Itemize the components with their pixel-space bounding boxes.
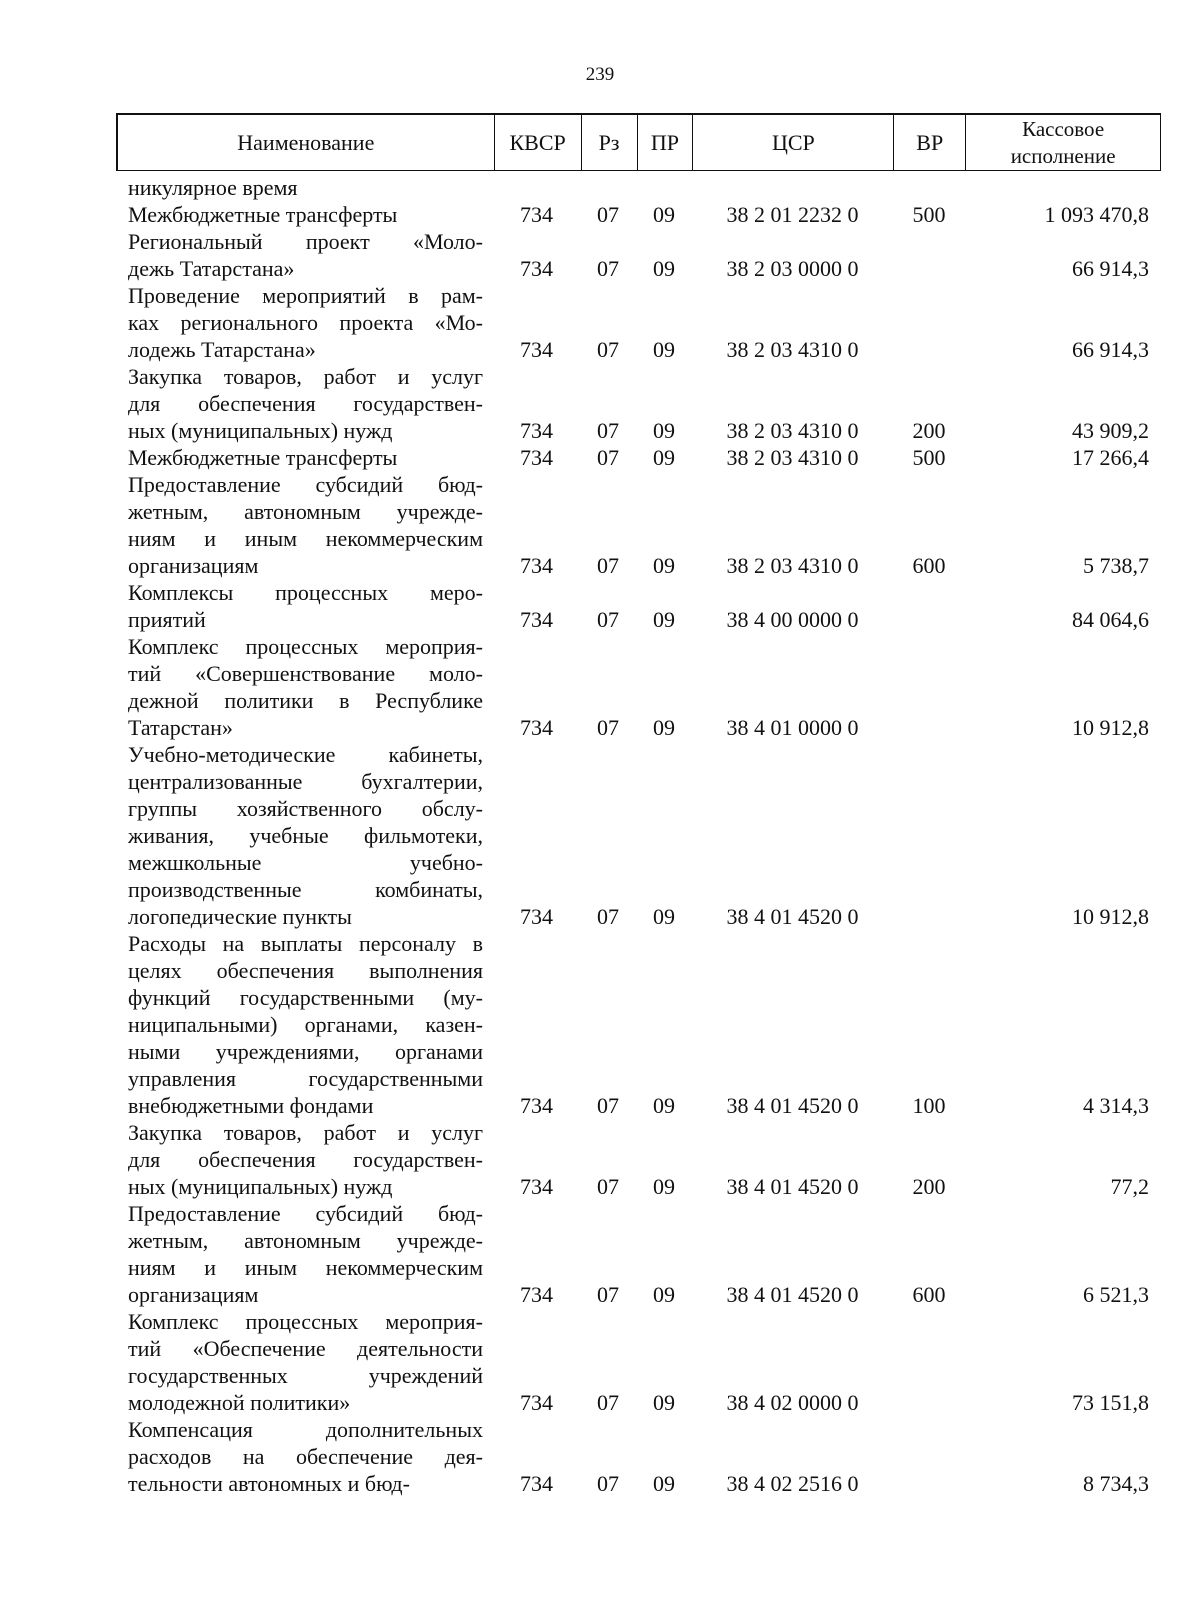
name-line: ках регионального проекта «Мо- — [128, 310, 483, 335]
cell-vr: 200 — [912, 418, 946, 443]
cell-pr: 09 — [653, 202, 675, 227]
cell-rz: 07 — [597, 445, 619, 470]
table-row — [116, 633, 1161, 741]
name-line: организациям — [128, 1282, 259, 1307]
name-line: Закупка товаров, работ и услуг — [128, 1120, 483, 1145]
name-line: управления государственными — [128, 1066, 483, 1091]
name-line: ных (муниципальных) нужд — [128, 1174, 393, 1199]
column-header-csr: ЦСР — [693, 115, 894, 170]
cell-pr: 09 — [653, 715, 675, 740]
cell-name — [116, 282, 493, 363]
cell-kvsr: 734 — [520, 445, 553, 470]
name-line: внебюджетными фондами — [128, 1093, 374, 1118]
table-row — [116, 228, 1161, 282]
column-header-cash-execution-line2: исполнение — [1010, 143, 1116, 168]
cell-pr: 09 — [653, 1174, 675, 1199]
name-line: Проведение мероприятий в рам- — [128, 283, 483, 308]
cell-csr: 38 4 01 0000 0 — [726, 715, 859, 740]
name-line: Предоставление субсидий бюд- — [128, 1201, 483, 1226]
cell-name — [116, 174, 493, 201]
column-header-cash-execution-line1: Кассовое — [1022, 116, 1105, 141]
name-line: ниям и иным некоммерческим — [128, 526, 483, 551]
name-line: функций государственными (му- — [128, 985, 483, 1010]
name-line: Закупка товаров, работ и услуг — [128, 364, 483, 389]
cell-amount: 5 738,7 — [1083, 553, 1149, 578]
cell-csr: 38 4 00 0000 0 — [726, 607, 859, 632]
name-line: государственных учреждений — [128, 1363, 483, 1388]
cell-csr: 38 2 03 4310 0 — [726, 337, 859, 362]
cell-csr: 38 2 01 2232 0 — [726, 202, 859, 227]
cell-kvsr: 734 — [520, 1390, 553, 1415]
name-line: никулярное время — [128, 175, 298, 200]
cell-kvsr: 734 — [520, 715, 553, 740]
cell-rz: 07 — [597, 1282, 619, 1307]
cell-name — [116, 444, 493, 471]
cell-amount: 17 266,4 — [1072, 445, 1149, 470]
cell-vr: 100 — [912, 1093, 946, 1118]
cell-rz: 07 — [597, 337, 619, 362]
cell-kvsr: 734 — [520, 337, 553, 362]
column-header-pr: ПР — [638, 115, 694, 170]
cell-kvsr: 734 — [520, 202, 553, 227]
name-line: централизованные бухгалтерии, — [128, 769, 483, 794]
cell-amount: 66 914,3 — [1072, 256, 1149, 281]
cell-kvsr: 734 — [520, 1282, 553, 1307]
name-line: Межбюджетные трансферты — [128, 445, 398, 470]
cell-csr: 38 4 01 4520 0 — [726, 1282, 859, 1307]
name-line: для обеспечения государствен- — [128, 391, 483, 416]
cell-name — [116, 930, 493, 1119]
name-line: Компенсация дополнительных — [128, 1417, 483, 1442]
cell-kvsr: 734 — [520, 553, 553, 578]
cell-name — [116, 1308, 493, 1416]
name-line: Комплекс процессных мероприя- — [128, 634, 483, 659]
table-header — [116, 113, 1161, 171]
name-line: логопедические пункты — [128, 904, 352, 929]
cell-vr: 500 — [912, 202, 946, 227]
name-line: Комплекс процессных мероприя- — [128, 1309, 483, 1334]
cell-name — [116, 633, 493, 741]
cell-amount: 10 912,8 — [1072, 715, 1149, 740]
cell-name — [116, 1200, 493, 1308]
cell-pr: 09 — [653, 418, 675, 443]
cell-amount: 77,2 — [1110, 1174, 1149, 1199]
table-row — [116, 471, 1161, 579]
cell-vr: 500 — [912, 445, 946, 470]
cell-name — [116, 363, 493, 444]
table-body — [116, 174, 1161, 1497]
cell-rz: 07 — [597, 715, 619, 740]
cell-rz: 07 — [597, 904, 619, 929]
cell-csr: 38 2 03 0000 0 — [726, 256, 859, 281]
name-line: Межбюджетные трансферты — [128, 202, 398, 227]
cell-pr: 09 — [653, 553, 675, 578]
name-line: Расходы на выплаты персоналу в — [128, 931, 483, 956]
table-row — [116, 930, 1161, 1119]
cell-amount: 73 151,8 — [1072, 1390, 1149, 1415]
cell-name — [116, 1119, 493, 1200]
cell-csr: 38 4 02 0000 0 — [726, 1390, 859, 1415]
cell-kvsr: 734 — [520, 1471, 553, 1496]
cell-pr: 09 — [653, 1093, 675, 1118]
table-row — [116, 444, 1161, 471]
name-line: живания, учебные фильмотеки, — [128, 823, 483, 848]
cell-rz: 07 — [597, 418, 619, 443]
name-line: тий «Обеспечение деятельности — [128, 1336, 483, 1361]
cell-vr: 600 — [912, 553, 946, 578]
column-header-kvsr: КВСР — [495, 115, 582, 170]
table-row — [116, 1308, 1161, 1416]
cell-csr: 38 4 01 4520 0 — [726, 1093, 859, 1118]
cell-rz: 07 — [597, 553, 619, 578]
cell-csr: 38 2 03 4310 0 — [726, 553, 859, 578]
cell-rz: 07 — [597, 1390, 619, 1415]
table-row — [116, 741, 1161, 930]
cell-pr: 09 — [653, 1471, 675, 1496]
name-line: Татарстан» — [128, 715, 233, 740]
cell-csr: 38 2 03 4310 0 — [726, 445, 859, 470]
cell-kvsr: 734 — [520, 256, 553, 281]
cell-name — [116, 201, 493, 228]
cell-kvsr: 734 — [520, 418, 553, 443]
name-line: целях обеспечения выполнения — [128, 958, 483, 983]
name-line: жетным, автономным учрежде- — [128, 499, 483, 524]
cell-kvsr: 734 — [520, 607, 553, 632]
name-line: Учебно-методические кабинеты, — [128, 742, 483, 767]
column-header-rz: Рз — [582, 115, 638, 170]
cell-amount: 43 909,2 — [1072, 418, 1149, 443]
name-line: лодежь Татарстана» — [128, 337, 316, 362]
table-row — [116, 579, 1161, 633]
name-line: для обеспечения государствен- — [128, 1147, 483, 1172]
cell-name — [116, 228, 493, 282]
cell-pr: 09 — [653, 445, 675, 470]
cell-pr: 09 — [653, 904, 675, 929]
cell-pr: 09 — [653, 1282, 675, 1307]
cell-kvsr: 734 — [520, 904, 553, 929]
cell-vr: 600 — [912, 1282, 946, 1307]
table-row — [116, 1200, 1161, 1308]
cell-pr: 09 — [653, 337, 675, 362]
cell-kvsr: 734 — [520, 1093, 553, 1118]
cell-amount: 6 521,3 — [1083, 1282, 1149, 1307]
cell-csr: 38 2 03 4310 0 — [726, 418, 859, 443]
cell-amount: 10 912,8 — [1072, 904, 1149, 929]
name-line: тий «Совершенствование моло- — [128, 661, 483, 686]
cell-rz: 07 — [597, 256, 619, 281]
name-line: организациям — [128, 553, 259, 578]
column-header-cash-execution — [966, 115, 1160, 170]
table-row — [116, 201, 1161, 228]
cell-name — [116, 471, 493, 579]
column-header-vr: ВР — [894, 115, 966, 170]
name-line: ниям и иным некоммерческим — [128, 1255, 483, 1280]
name-line: молодежной политики» — [128, 1390, 351, 1415]
cell-rz: 07 — [597, 1471, 619, 1496]
cell-csr: 38 4 01 4520 0 — [726, 904, 859, 929]
cell-amount: 1 093 470,8 — [1044, 202, 1149, 227]
cell-kvsr: 734 — [520, 1174, 553, 1199]
name-line: межшкольные учебно- — [128, 850, 483, 875]
cell-name — [116, 579, 493, 633]
name-line: ниципальными) органами, казен- — [128, 1012, 483, 1037]
cell-amount: 8 734,3 — [1083, 1471, 1149, 1496]
name-line: группы хозяйственного обслу- — [128, 796, 483, 821]
table-row — [116, 1416, 1161, 1497]
cell-pr: 09 — [653, 607, 675, 632]
name-line: Предоставление субсидий бюд- — [128, 472, 483, 497]
cell-amount: 4 314,3 — [1083, 1093, 1149, 1118]
cell-name — [116, 1416, 493, 1497]
name-line: Региональный проект «Моло- — [128, 229, 483, 254]
cell-name — [116, 741, 493, 930]
cell-vr: 200 — [912, 1174, 946, 1199]
name-line: ных (муниципальных) нужд — [128, 418, 393, 443]
cell-rz: 07 — [597, 1174, 619, 1199]
cell-rz: 07 — [597, 607, 619, 632]
column-header-name: Наименование — [118, 115, 495, 170]
cell-rz: 07 — [597, 202, 619, 227]
cell-pr: 09 — [653, 1390, 675, 1415]
cell-csr: 38 4 02 2516 0 — [726, 1471, 859, 1496]
cell-rz: 07 — [597, 1093, 619, 1118]
cell-csr: 38 4 01 4520 0 — [726, 1174, 859, 1199]
name-line: дежной политики в Республике — [128, 688, 483, 713]
name-line: дежь Татарстана» — [128, 256, 295, 281]
name-line: производственные комбинаты, — [128, 877, 483, 902]
cell-amount: 66 914,3 — [1072, 337, 1149, 362]
cell-amount: 84 064,6 — [1072, 607, 1149, 632]
name-line: ными учреждениями, органами — [128, 1039, 483, 1064]
table-row — [116, 363, 1161, 444]
name-line: жетным, автономным учрежде- — [128, 1228, 483, 1253]
table-row — [116, 282, 1161, 363]
name-line: Комплексы процессных меро- — [128, 580, 483, 605]
name-line: тельности автономных и бюд- — [128, 1471, 410, 1496]
table-row — [116, 1119, 1161, 1200]
name-line: расходов на обеспечение дея- — [128, 1444, 483, 1469]
name-line: приятий — [128, 607, 206, 632]
cell-pr: 09 — [653, 256, 675, 281]
page-number: 239 — [585, 64, 615, 85]
table-row — [116, 174, 1161, 201]
